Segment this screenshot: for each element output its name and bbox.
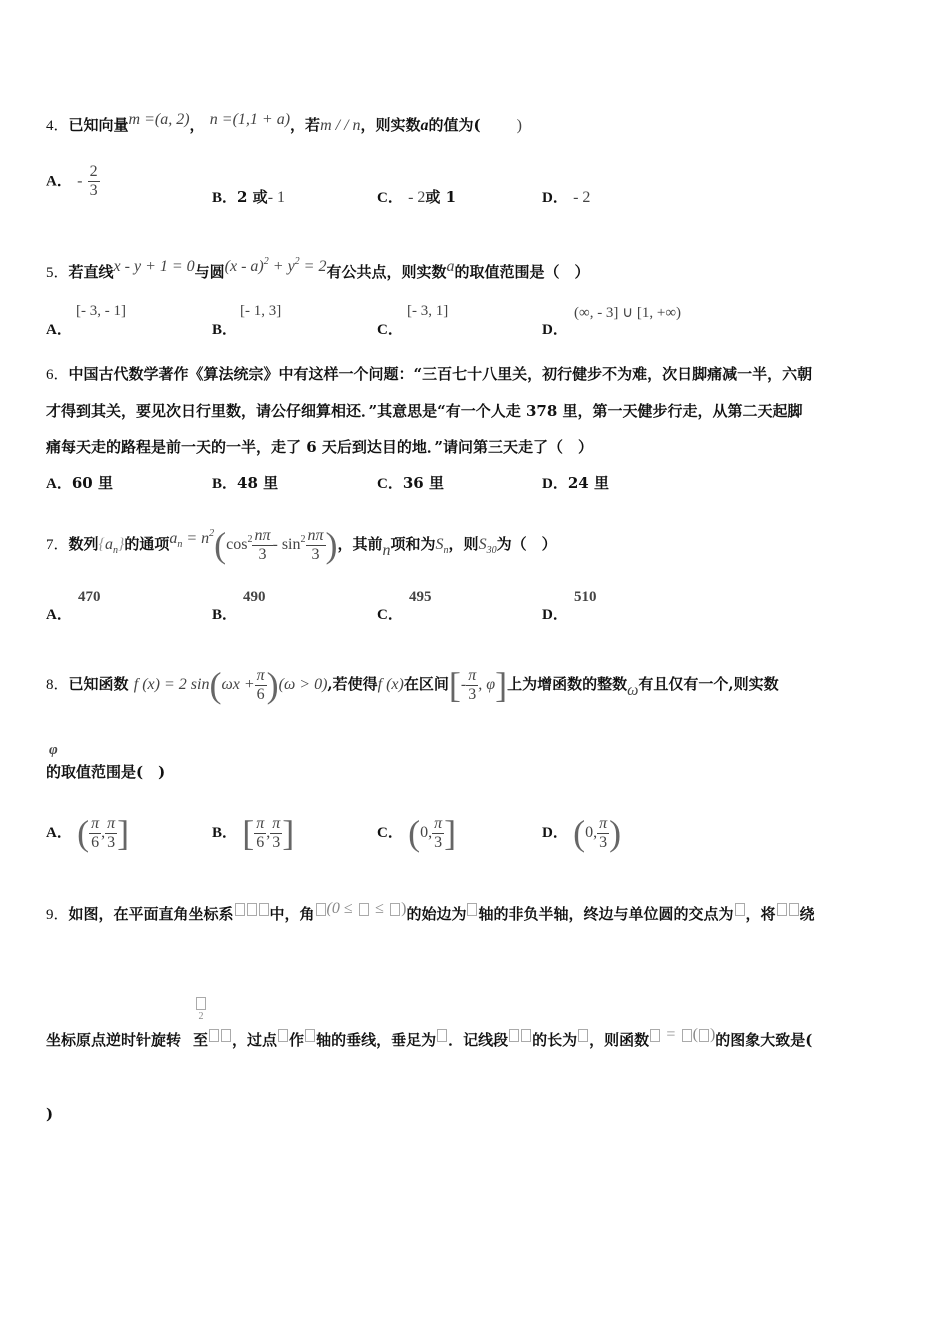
option-c[interactable] bbox=[377, 603, 403, 624]
math-paren: ] bbox=[444, 813, 457, 853]
math-line-equation: x - y + 1 = 0 bbox=[113, 258, 195, 275]
question-text: ，则 bbox=[448, 535, 479, 553]
math-exponent: 2 bbox=[209, 528, 215, 539]
missing-glyph-icon bbox=[509, 1029, 519, 1042]
missing-glyph-icon bbox=[735, 903, 745, 916]
math-paren: ( bbox=[77, 813, 90, 853]
math-paren: [ bbox=[242, 813, 255, 853]
math-exponent: 2 bbox=[247, 534, 253, 545]
question-text: 上为增函数的整数 bbox=[507, 675, 628, 693]
question-text: ，则实数 bbox=[360, 116, 421, 134]
missing-glyph-icon bbox=[305, 1029, 315, 1042]
math-term: ≤ bbox=[375, 900, 384, 917]
question-text: 的通项 bbox=[124, 535, 170, 553]
fraction-numerator: π bbox=[434, 814, 443, 832]
missing-glyph-icon bbox=[699, 1029, 709, 1042]
option-a[interactable]: A． ( $\frac{\pi}{6}$ , $\frac{\pi}{3}$ ] bbox=[46, 813, 130, 853]
question-5-stem bbox=[46, 258, 590, 283]
math-term: , φ bbox=[478, 676, 496, 693]
option-label: B． bbox=[212, 825, 238, 841]
math-minus: - bbox=[77, 172, 83, 190]
question-text: ，其前 bbox=[337, 535, 383, 553]
option-c[interactable] bbox=[377, 472, 444, 493]
option-d[interactable] bbox=[542, 186, 590, 207]
question-text: ，将 bbox=[745, 905, 776, 923]
missing-glyph-icon bbox=[278, 1029, 288, 1042]
question-text: 中国古代数学著作《算法统宗》中有这样一个问题：“三百七十八里关，初行健步不为难，次日脚痛减一半，六朝 bbox=[68, 365, 813, 383]
fraction-denominator: 6 bbox=[256, 833, 265, 851]
option-label: D． bbox=[542, 607, 568, 623]
math-bracket: [ bbox=[448, 665, 461, 705]
question-6-line-2 bbox=[46, 401, 803, 421]
math-paren: ( bbox=[209, 665, 222, 705]
math-paren: ) bbox=[266, 665, 279, 705]
fraction-denominator: 3 bbox=[89, 182, 98, 199]
missing-glyph-icon bbox=[390, 903, 400, 916]
fraction-numerator: π bbox=[599, 814, 608, 832]
math-paren: ] bbox=[282, 813, 295, 853]
math-variable: ω bbox=[627, 682, 639, 699]
math-term: = bbox=[666, 1026, 676, 1043]
fraction-numerator: π bbox=[107, 814, 116, 832]
question-text: ，过点 bbox=[232, 1031, 278, 1049]
option-math: - 2 bbox=[408, 189, 426, 206]
option-label: C． bbox=[377, 322, 403, 338]
math-function: f (x) = 2 sin bbox=[133, 676, 210, 693]
math-fraction bbox=[597, 815, 609, 852]
option-text: 24 里 bbox=[567, 474, 609, 492]
fraction-numerator: nπ bbox=[254, 526, 271, 544]
option-b[interactable] bbox=[212, 472, 278, 493]
math-variable-phi: φ bbox=[49, 742, 58, 758]
question-text: ．记线段 bbox=[448, 1031, 509, 1049]
missing-glyph-icon bbox=[578, 1029, 588, 1042]
math-sum bbox=[435, 536, 449, 556]
question-8-stem bbox=[46, 664, 779, 705]
math-term: = 2 bbox=[303, 258, 327, 275]
math-term: ωx + bbox=[221, 676, 255, 693]
option-d[interactable] bbox=[542, 603, 568, 624]
question-text: ,若使得 bbox=[327, 675, 378, 693]
option-a[interactable] bbox=[46, 318, 72, 339]
math-exponent: 2 bbox=[263, 256, 269, 267]
question-text: 的取值范围是（ ） bbox=[454, 263, 590, 281]
option-math: - 2 bbox=[573, 189, 591, 206]
question-text: 已知函数 bbox=[68, 675, 129, 693]
math-exponent: 2 bbox=[294, 256, 300, 267]
option-d[interactable] bbox=[542, 812, 621, 853]
question-9-line-3 bbox=[46, 1104, 53, 1124]
math-paren: ) bbox=[325, 525, 338, 565]
option-label: C． bbox=[377, 607, 403, 623]
option-math: [- 1, 3] bbox=[240, 303, 282, 319]
fraction-numerator: π bbox=[256, 666, 265, 684]
option-math: [- 3, - 1] bbox=[76, 303, 126, 319]
question-text: 的取值范围是( ) bbox=[46, 763, 166, 781]
question-text: 已知向量 bbox=[68, 116, 129, 134]
question-4-stem bbox=[46, 111, 522, 136]
math-paren: ] bbox=[117, 813, 130, 853]
missing-glyph-icon bbox=[259, 903, 269, 916]
option-math: 510 bbox=[574, 589, 597, 605]
math-variable: a bbox=[446, 258, 455, 275]
question-text: 有且仅有一个,则实数 bbox=[638, 675, 779, 693]
missing-glyph-icon bbox=[521, 1029, 531, 1042]
option-label: B． bbox=[212, 322, 238, 338]
question-6-line-1 bbox=[46, 364, 812, 385]
missing-glyph-icon bbox=[247, 903, 257, 916]
math-fraction bbox=[432, 815, 444, 852]
missing-glyph-icon bbox=[789, 903, 799, 916]
math-subscript: 30 bbox=[486, 545, 497, 556]
math-fraction bbox=[466, 667, 478, 704]
math-term: 0, bbox=[585, 824, 598, 841]
math-function: cos bbox=[226, 536, 248, 553]
math-fraction bbox=[270, 815, 282, 852]
option-text: 2 或 bbox=[237, 188, 268, 206]
question-text: 轴的垂线，垂足为 bbox=[316, 1031, 437, 1049]
option-label: D． bbox=[542, 476, 568, 492]
math-term: S bbox=[435, 536, 444, 553]
missing-glyph-icon bbox=[467, 903, 477, 916]
option-math: 490 bbox=[243, 589, 266, 605]
question-6-line-3 bbox=[46, 437, 593, 457]
fraction-numerator: π bbox=[91, 814, 100, 832]
question-text: 有公共点，则实数 bbox=[326, 263, 447, 281]
option-label: A． bbox=[46, 322, 72, 338]
option-label: B． bbox=[212, 476, 238, 492]
fraction-numerator: 2 bbox=[89, 163, 98, 180]
missing-glyph-icon bbox=[235, 903, 245, 916]
option-math: (∞, - 3] ∪ [1, +∞) bbox=[574, 305, 682, 321]
fraction-pi-over-2 bbox=[196, 997, 206, 1024]
fraction-denominator: 3 bbox=[468, 685, 477, 703]
math-paren: ( bbox=[408, 813, 421, 853]
missing-glyph-icon bbox=[316, 903, 326, 916]
option-math: - 1 bbox=[267, 189, 286, 206]
fraction-denominator: 6 bbox=[256, 685, 265, 703]
missing-glyph-icon bbox=[209, 1029, 219, 1042]
math-exponent: 2 bbox=[300, 534, 306, 545]
question-text: ，若 bbox=[290, 116, 321, 134]
option-label: A． bbox=[46, 173, 72, 190]
option-math: [- 3, 1] bbox=[407, 303, 449, 319]
option-c[interactable] bbox=[377, 186, 456, 207]
math-vector-m: m =(a, 2) bbox=[128, 111, 190, 128]
math-paren: ( bbox=[573, 813, 586, 853]
option-text: 48 里 bbox=[237, 474, 279, 492]
question-text: 坐标原点逆时针旋转 bbox=[46, 1031, 182, 1049]
math-term: S bbox=[478, 536, 487, 553]
option-label: C． bbox=[377, 190, 403, 206]
question-text: 至 bbox=[193, 1031, 209, 1049]
math-variable: n bbox=[382, 542, 391, 559]
question-number: 5． bbox=[46, 265, 69, 281]
math-subscript: n bbox=[112, 545, 118, 556]
option-label: B． bbox=[212, 607, 238, 623]
missing-glyph-icon bbox=[359, 903, 369, 916]
question-text: 项和为 bbox=[390, 535, 436, 553]
option-d[interactable] bbox=[542, 472, 609, 493]
math-function: - sin bbox=[272, 536, 301, 553]
math-term: (0 ≤ bbox=[326, 900, 353, 917]
math-subscript: n bbox=[177, 539, 183, 550]
fraction-denominator: 6 bbox=[91, 833, 100, 851]
question-text: 的图象大致是( bbox=[715, 1031, 813, 1049]
question-text: ，则函数 bbox=[589, 1031, 650, 1049]
option-text: 36 里 bbox=[402, 474, 444, 492]
math-term: a bbox=[169, 530, 178, 547]
option-label: D． bbox=[542, 322, 568, 338]
math-subscript: n bbox=[443, 545, 449, 556]
math-circle-equation bbox=[225, 258, 327, 275]
fraction-denominator: 3 bbox=[107, 833, 116, 851]
fraction-denominator: 2 bbox=[198, 1011, 204, 1022]
option-c[interactable] bbox=[377, 318, 403, 339]
question-text: 若直线 bbox=[68, 263, 114, 281]
option-label: B． bbox=[212, 190, 238, 206]
math-fraction bbox=[254, 815, 266, 852]
missing-glyph-icon bbox=[777, 903, 787, 916]
question-text: 的值为( bbox=[428, 116, 481, 134]
missing-glyph-icon bbox=[221, 1029, 231, 1042]
question-9-line-2: 坐标原点逆时针旋转 至 ，过点 作 轴的垂线，垂足为 ．记线段 的长为 ，则函数 = ( )的图象大致是( bbox=[46, 1026, 813, 1049]
math-minus: - bbox=[460, 676, 467, 693]
missing-glyph-icon bbox=[437, 1029, 447, 1042]
option-text: 或 1 bbox=[425, 188, 457, 206]
question-number: 7． bbox=[46, 537, 69, 553]
question-text: 的始边为 bbox=[406, 905, 467, 923]
question-text: 轴的非负半轴，终边与单位圆的交点为 bbox=[478, 905, 734, 923]
option-a[interactable] bbox=[46, 163, 100, 200]
option-math: 470 bbox=[78, 589, 101, 605]
option-b[interactable] bbox=[212, 186, 285, 207]
math-variable: a bbox=[420, 117, 429, 134]
option-math: 495 bbox=[409, 589, 432, 605]
math-term: 0, bbox=[420, 824, 433, 841]
math-fraction bbox=[255, 667, 267, 704]
option-label: D． bbox=[542, 190, 568, 206]
question-text: 与圆 bbox=[194, 263, 225, 281]
question-9-line-1: 9．如图，在平面直角坐标系 中，角 (0 ≤ ≤ )的始边为 轴的非负半轴，终边与单位圆的交点为 ，将 绕 bbox=[46, 900, 815, 923]
fraction-denominator: 3 bbox=[272, 833, 281, 851]
fraction-denominator: 3 bbox=[311, 545, 320, 563]
fraction-numerator: π bbox=[256, 814, 265, 832]
math-fraction bbox=[306, 527, 326, 564]
math-term: (x - a) bbox=[224, 258, 264, 275]
math-vector-n: n =(1,1 + a) bbox=[209, 111, 291, 128]
question-text: 如图，在平面直角坐标系 bbox=[68, 905, 234, 923]
option-text: 60 里 bbox=[71, 474, 113, 492]
option-a[interactable] bbox=[46, 603, 72, 624]
math-term: a bbox=[104, 536, 113, 553]
math-formula bbox=[169, 528, 215, 550]
missing-glyph-icon bbox=[682, 1029, 692, 1042]
fraction-numerator: π bbox=[272, 814, 281, 832]
math-condition: m / / n bbox=[320, 117, 361, 134]
math-term: = n bbox=[186, 530, 210, 547]
option-d[interactable] bbox=[542, 318, 568, 339]
option-b[interactable] bbox=[212, 318, 237, 339]
question-text: 中，角 bbox=[269, 905, 315, 923]
question-text: 在区间 bbox=[403, 675, 449, 693]
math-function: f (x) bbox=[377, 676, 404, 693]
question-text: 作 bbox=[289, 1031, 305, 1049]
math-fraction bbox=[105, 815, 117, 852]
option-label: C． bbox=[377, 825, 403, 841]
option-a[interactable] bbox=[46, 472, 113, 493]
math-paren: ( bbox=[214, 525, 227, 565]
question-text: 数列 bbox=[68, 535, 99, 553]
question-text: 才得到其关，要见次日行里数，请公仔细算相还．”其意思是“有一个人走 378 里，第一天健步行走，从第二天起脚 bbox=[46, 402, 803, 420]
question-text: 的长为 bbox=[532, 1031, 578, 1049]
question-text: ) bbox=[516, 117, 522, 134]
math-condition: (ω > 0) bbox=[278, 676, 328, 693]
fraction-denominator: 3 bbox=[599, 833, 608, 851]
question-text: 痛每天走的路程是前一天的一半，走了 6 天后到达目的地．”请问第三天走了（ ） bbox=[46, 438, 594, 456]
option-c[interactable] bbox=[377, 812, 456, 853]
question-text: ) bbox=[46, 1105, 54, 1123]
math-bracket: ] bbox=[495, 665, 508, 705]
math-fraction bbox=[88, 163, 100, 200]
option-b[interactable]: B． [ $\frac{\pi}{6}$ , $\frac{\pi}{3}$ ] bbox=[212, 813, 295, 853]
question-7-stem bbox=[46, 520, 557, 571]
question-number: 6． bbox=[46, 367, 69, 383]
option-label: C． bbox=[377, 476, 403, 492]
missing-glyph-icon bbox=[196, 997, 206, 1010]
fraction-denominator: 3 bbox=[258, 545, 267, 563]
math-paren: ) bbox=[609, 813, 622, 853]
math-sum-30 bbox=[478, 536, 497, 556]
option-label: D． bbox=[542, 825, 568, 841]
question-number: 9． bbox=[46, 907, 69, 923]
math-term: + y bbox=[272, 258, 295, 275]
option-b[interactable] bbox=[212, 603, 237, 624]
math-fraction bbox=[252, 527, 272, 564]
missing-glyph-icon bbox=[650, 1029, 660, 1042]
math-fraction bbox=[89, 815, 101, 852]
question-8-line-2 bbox=[46, 762, 165, 782]
fraction-denominator: 3 bbox=[434, 833, 443, 851]
option-label: A． bbox=[46, 476, 72, 492]
question-text: 绕 bbox=[799, 905, 815, 923]
fraction-numerator: π bbox=[468, 666, 477, 684]
math-sequence: $\{a_n\}$ bbox=[98, 536, 125, 556]
question-number: 4． bbox=[46, 118, 69, 134]
fraction-numerator: nπ bbox=[307, 526, 324, 544]
question-text: ， bbox=[189, 116, 205, 134]
option-label: A． bbox=[46, 825, 72, 841]
question-number: 8． bbox=[46, 677, 69, 693]
question-text: 为（ ） bbox=[496, 535, 557, 553]
option-label: A． bbox=[46, 607, 72, 623]
